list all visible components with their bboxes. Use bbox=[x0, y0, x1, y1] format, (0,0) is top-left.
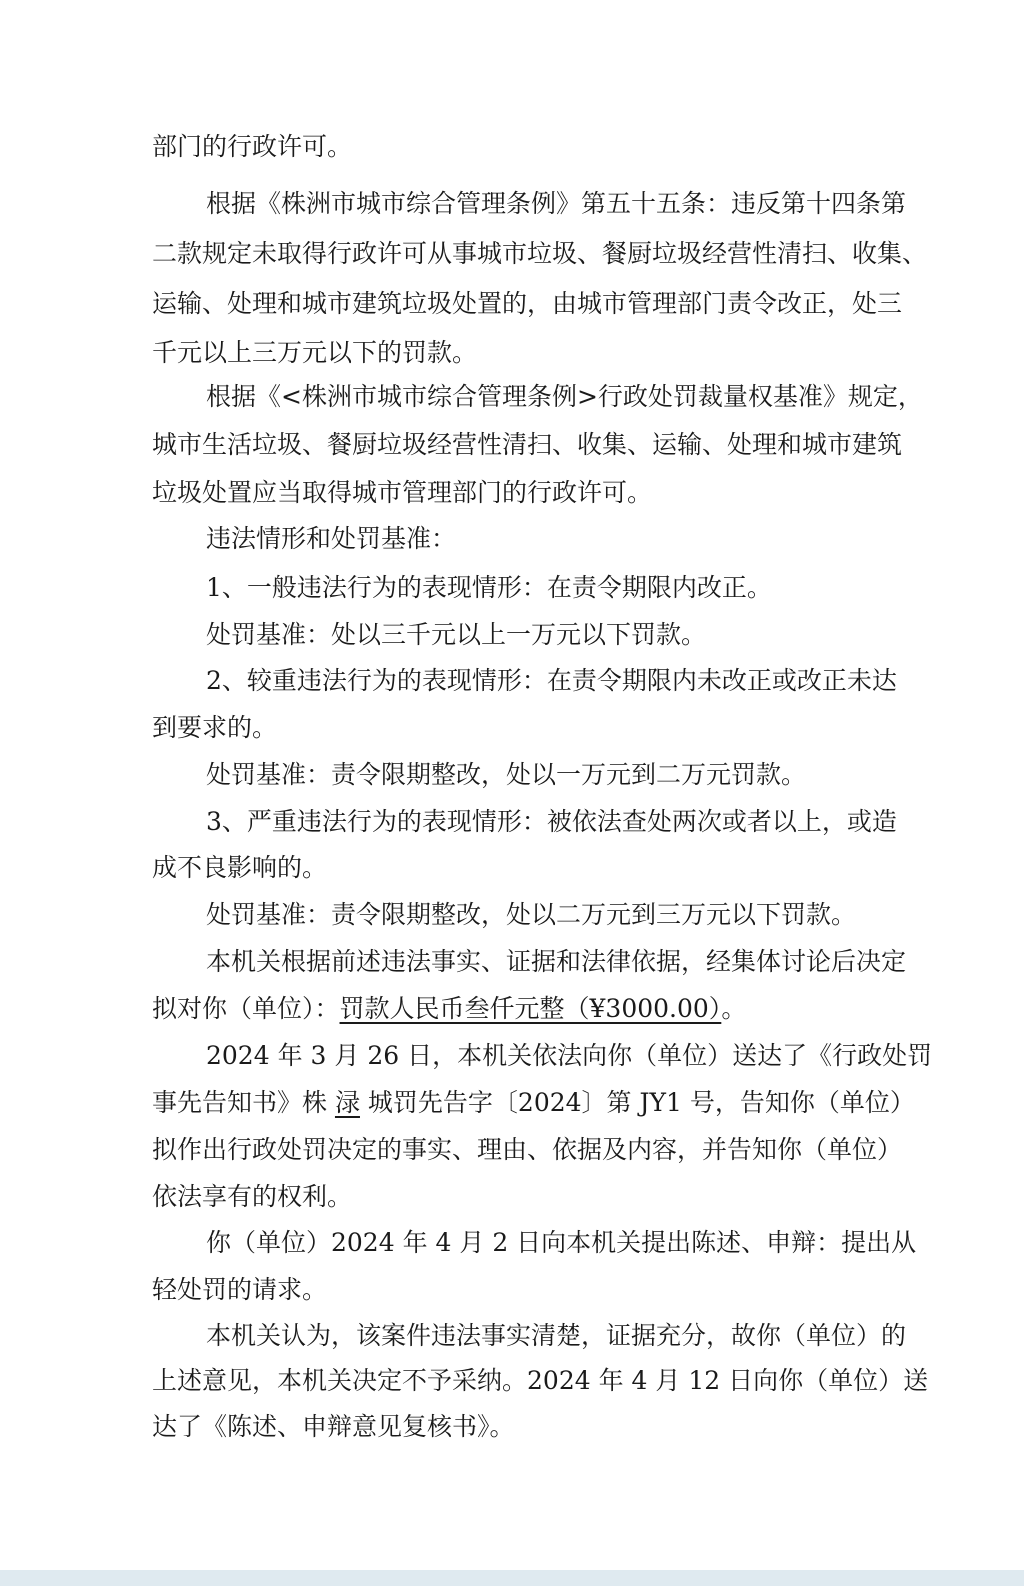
text-line: 二款规定未取得行政许可从事城市垃圾、餐厨垃圾经营性清扫、收集、 bbox=[152, 239, 928, 268]
text-line: 部门的行政许可。 bbox=[152, 132, 353, 161]
text-line: 本机关根据前述违法事实、证据和法律依据，经集体讨论后决定 bbox=[206, 947, 907, 976]
text-line: 本机关认为，该案件违法事实清楚，证据充分，故你（单位）的 bbox=[206, 1321, 907, 1350]
penalty-amount: 罚款人民币叁仟元整（¥3000.00） bbox=[339, 994, 722, 1023]
penalty-suffix: 。 bbox=[721, 994, 747, 1023]
text-line: 依法享有的权利。 bbox=[152, 1182, 353, 1211]
text-line: 轻处罚的请求。 bbox=[152, 1275, 328, 1304]
text-line: 运输、处理和城市建筑垃圾处置的，由城市管理部门责令改正，处三 bbox=[152, 289, 903, 318]
text-line: 2024 年 3 月 26 日，本机关依法向你（单位）送达了《行政处罚 bbox=[206, 1041, 933, 1070]
text-line: 成不良影响的。 bbox=[152, 853, 328, 882]
text-line: 2、较重违法行为的表现情形：在责令期限内未改正或改正未达 bbox=[206, 666, 897, 695]
notice-suffix: 城罚先告字〔2024〕第 JY1 号，告知你（单位） bbox=[359, 1088, 915, 1117]
text-line: 上述意见，本机关决定不予采纳。2024 年 4 月 12 日向你（单位）送 bbox=[152, 1366, 929, 1395]
text-line: 处罚基准：责令限期整改，处以一万元到二万元罚款。 bbox=[206, 760, 807, 789]
text-line: 拟作出行政处罚决定的事实、理由、依据及内容，并告知你（单位） bbox=[152, 1135, 903, 1164]
text-line: 根据《株洲市城市综合管理条例》第五十五条：违反第十四条第 bbox=[206, 189, 907, 218]
text-line: 3、严重违法行为的表现情形：被依法查处两次或者以上，或造 bbox=[206, 807, 897, 836]
text-line: 千元以上三万元以下的罚款。 bbox=[152, 338, 478, 367]
text-line: 你（单位）2024 年 4 月 2 日向本机关提出陈述、申辩：提出从 bbox=[206, 1228, 917, 1257]
notice-line bbox=[152, 1086, 915, 1120]
notice-place: 渌 bbox=[334, 1088, 360, 1117]
notice-prefix: 事先告知书》株 bbox=[152, 1088, 335, 1117]
text-line: 达了《陈述、申辩意见复核书》。 bbox=[152, 1412, 515, 1441]
text-line: 1、一般违法行为的表现情形：在责令期限内改正。 bbox=[206, 573, 772, 602]
text-line: 处罚基准：处以三千元以上一万元以下罚款。 bbox=[206, 620, 707, 649]
text-line: 到要求的。 bbox=[152, 713, 278, 742]
text-line: 根据《<株洲市城市综合管理条例>行政处罚裁量权基准》规定， bbox=[206, 382, 923, 411]
text-line: 城市生活垃圾、餐厨垃圾经营性清扫、收集、运输、处理和城市建筑 bbox=[152, 430, 903, 459]
text-line: 处罚基准：责令限期整改，处以二万元到三万元以下罚款。 bbox=[206, 900, 857, 929]
penalty-line bbox=[152, 992, 746, 1026]
text-line: 违法情形和处罚基准： bbox=[206, 524, 457, 553]
penalty-prefix: 拟对你（单位）： bbox=[152, 994, 340, 1023]
scan-edge bbox=[0, 1570, 1024, 1586]
text-line: 垃圾处置应当取得城市管理部门的行政许可。 bbox=[152, 478, 653, 507]
